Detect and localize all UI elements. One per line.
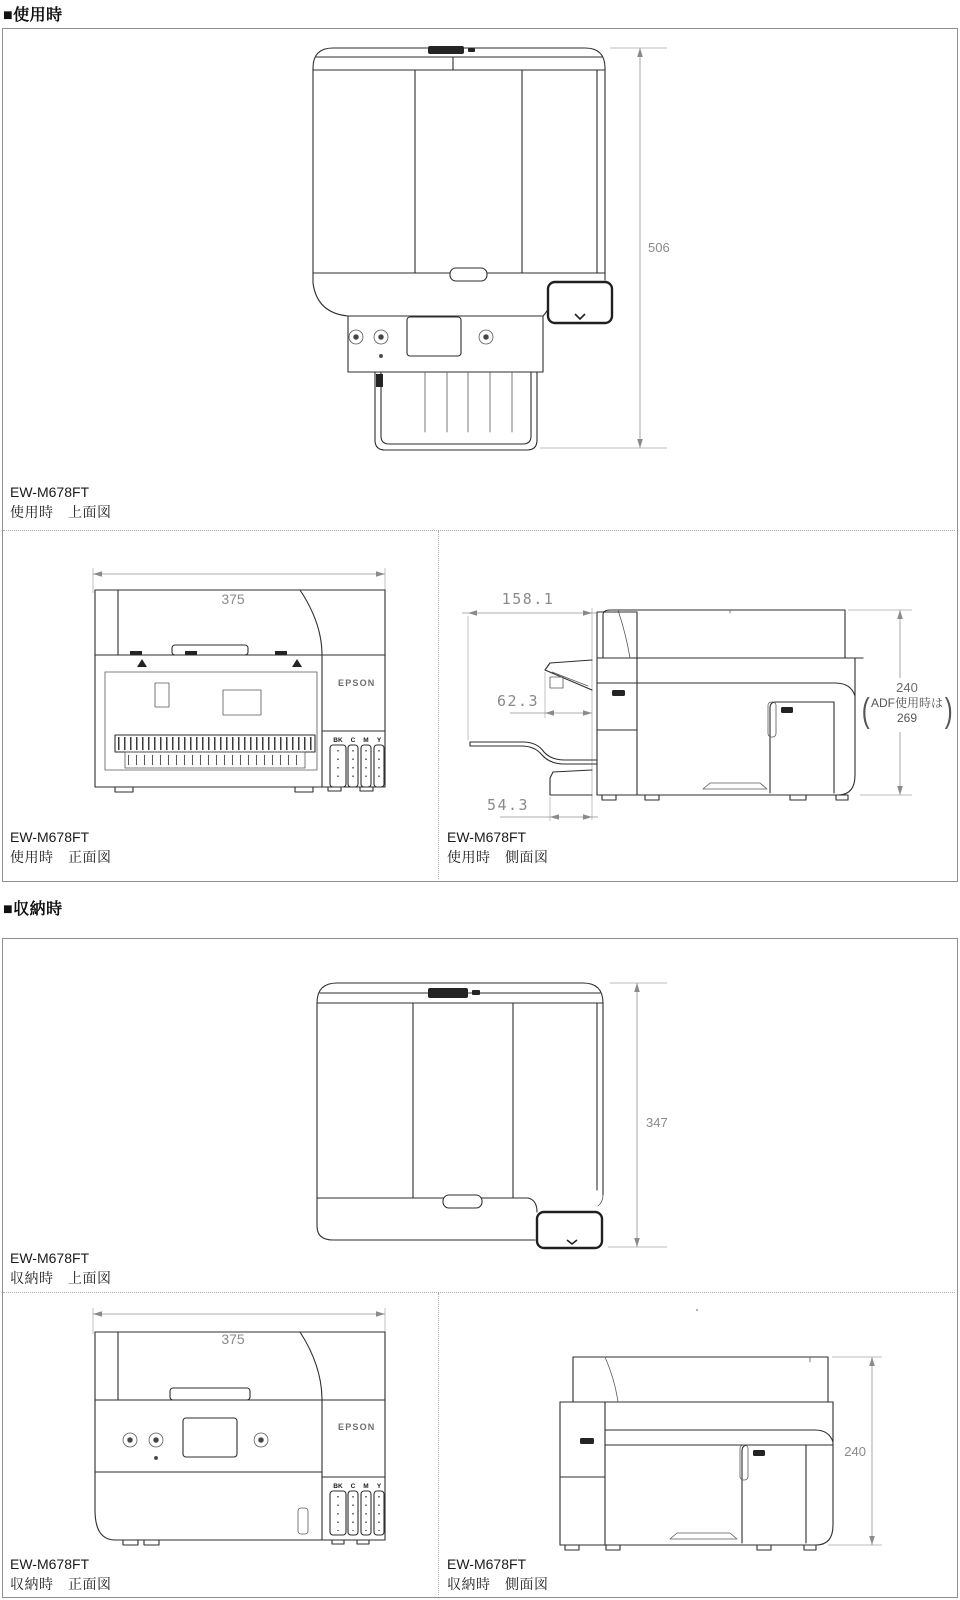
model-name: EW-M678FT	[10, 1556, 90, 1572]
printer-feet	[115, 787, 373, 792]
view-name: 収納時 上面図	[10, 1270, 112, 1286]
lower-tray-side	[550, 770, 592, 795]
close-paren: )	[944, 692, 953, 730]
view-name: 収納時 正面図	[10, 1576, 112, 1592]
ink-label-bk: BK	[333, 737, 343, 744]
brand-logo: EPSON	[338, 678, 376, 688]
output-tray-extended	[470, 742, 597, 764]
ink-label-c: C	[350, 737, 356, 744]
ink-label-y: Y	[376, 1483, 382, 1490]
dim-label-62-3: 62.3	[496, 692, 540, 710]
view-name: 収納時 側面図	[447, 1576, 549, 1592]
ink-label-m: M	[363, 1483, 369, 1490]
height-dimension-240	[828, 1357, 882, 1545]
in-use-col-divider	[438, 531, 439, 879]
dim-label-375: 375	[221, 591, 245, 607]
printer-side-outline	[560, 1357, 833, 1545]
stored-front-view-drawing	[60, 1300, 430, 1555]
open-scanner-underside	[130, 651, 302, 667]
printer-feet	[602, 783, 848, 800]
dim-label-240: 240	[896, 680, 918, 695]
caption-stored-side	[447, 1554, 549, 1594]
tray-depth-dimension	[462, 590, 598, 740]
brand-logo: EPSON	[338, 1422, 376, 1432]
print-speck	[696, 1309, 698, 1311]
ink-label-m: M	[363, 737, 369, 744]
width-dimension-375	[93, 568, 385, 607]
caption-in-use-front	[10, 827, 112, 867]
dim-label-375: 375	[221, 1331, 245, 1347]
model-name: EW-M678FT	[10, 484, 90, 500]
stored-top-view-drawing	[290, 950, 680, 1255]
ink-label-c: C	[350, 1483, 356, 1490]
caption-stored-front	[10, 1554, 112, 1594]
folded-panel-top	[548, 282, 612, 323]
in-use-row-divider	[3, 530, 955, 531]
ink-tank-section	[322, 678, 385, 787]
dim-label-347: 347	[646, 1115, 668, 1130]
dim-label-269: 269	[896, 711, 917, 725]
dim-label-158-1: 158.1	[501, 590, 555, 608]
adf-height-note	[856, 680, 958, 730]
printer-body-outline	[317, 983, 603, 1240]
support-depth-dimension	[497, 672, 592, 718]
stored-col-divider	[438, 1293, 439, 1595]
scanner-hinge-notch	[428, 46, 475, 54]
section-header-stored: ■収納時	[3, 901, 63, 918]
printer-feet	[565, 1533, 816, 1550]
printer-interior-mechanism	[115, 683, 315, 768]
caption-in-use-side	[447, 827, 549, 867]
ink-label-y: Y	[376, 737, 382, 744]
model-name: EW-M678FT	[447, 1556, 527, 1572]
open-paren: (	[861, 692, 870, 730]
dim-label-506: 506	[648, 240, 670, 255]
control-panel-front	[123, 1418, 268, 1460]
caption-stored-top	[10, 1248, 112, 1288]
ink-tank-section	[322, 1422, 385, 1535]
in-use-top-view-drawing	[260, 40, 700, 460]
maintenance-door-side	[768, 702, 834, 793]
view-name: 使用時 側面図	[447, 849, 549, 865]
lower-tray-depth-dimension	[487, 796, 598, 821]
ink-label-bk: BK	[333, 1483, 343, 1490]
printer-feet	[123, 1540, 369, 1545]
caption-in-use-top	[10, 482, 112, 522]
in-use-front-view-drawing	[60, 555, 430, 810]
paper-support-extended	[545, 660, 592, 690]
dim-label-54-3: 54.3	[486, 796, 530, 814]
stored-row-divider	[3, 1292, 955, 1293]
model-name: EW-M678FT	[10, 829, 90, 845]
scanner-hinge-notch	[428, 988, 480, 998]
adf-note-text: ADF使用時は	[870, 696, 943, 710]
printer-front-outline	[95, 1332, 385, 1540]
control-panel-top	[349, 317, 493, 358]
model-name: EW-M678FT	[447, 829, 527, 845]
model-name: EW-M678FT	[10, 1250, 90, 1266]
stored-side-view-drawing	[520, 1330, 960, 1560]
output-tray-top	[375, 372, 537, 450]
width-dimension-375	[93, 1308, 385, 1347]
dim-label-240: 240	[844, 1444, 866, 1459]
section-header-in-use: ■使用時	[3, 7, 63, 24]
view-name: 使用時 正面図	[10, 849, 112, 865]
folded-panel-top	[537, 1212, 602, 1248]
height-dimension-347	[608, 983, 668, 1247]
maintenance-door-side	[740, 1445, 806, 1543]
view-name: 使用時 上面図	[10, 504, 112, 520]
